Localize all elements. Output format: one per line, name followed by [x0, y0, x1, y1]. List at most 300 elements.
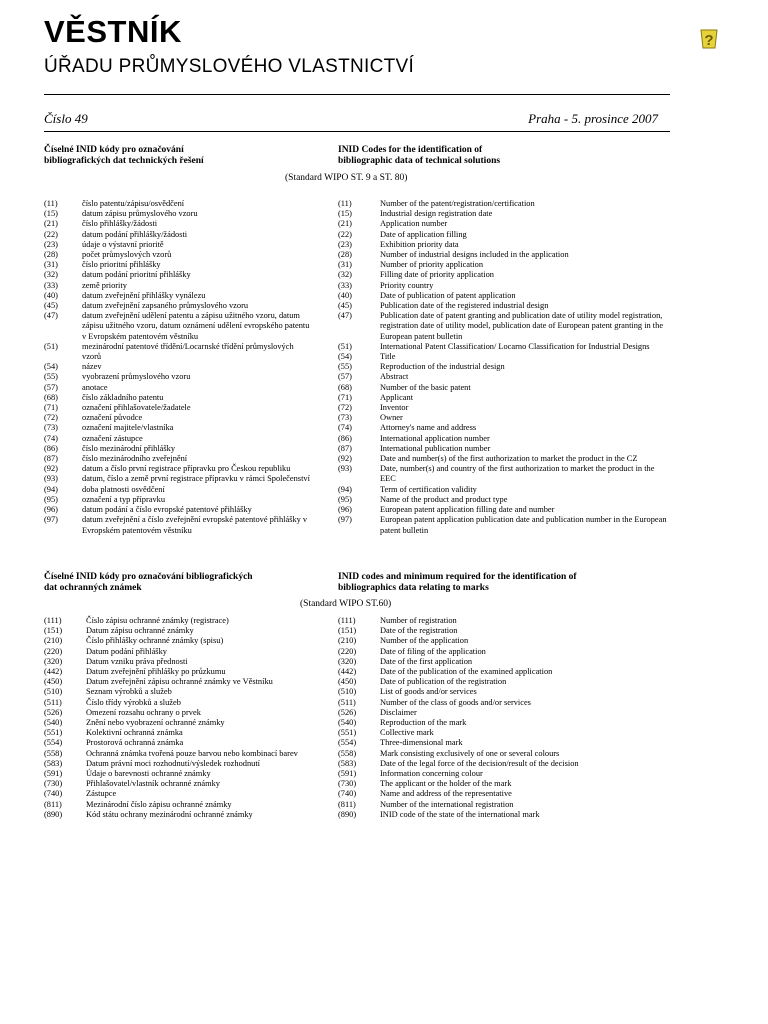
- inid-code: (15): [338, 209, 352, 219]
- inid-description: Reproduction of the industrial design: [380, 362, 505, 372]
- inid-code: (97): [44, 515, 58, 525]
- inid-code: (72): [44, 413, 58, 423]
- inid-description: Datum podání přihlášky: [86, 646, 167, 656]
- inid-code: (95): [338, 494, 352, 504]
- inid-description: datum podání prioritní přihlášky: [82, 270, 191, 280]
- inid-description: Date and number(s) of the first authorization to market the product in the CZ: [380, 454, 638, 464]
- inid-code: (442): [44, 667, 63, 677]
- inid-description: označení a typ přípravku: [82, 494, 166, 504]
- inid-description: Mezinárodní číslo zápisu ochranné známky: [86, 799, 232, 809]
- inid-code: (31): [338, 260, 352, 270]
- inid-description: Number of the basic patent: [380, 382, 471, 392]
- inid-code: (97): [338, 515, 352, 525]
- inid-code: (47): [44, 311, 58, 321]
- list-item: [338, 301, 668, 311]
- inid-code: (558): [44, 748, 63, 758]
- list-item: [338, 230, 668, 240]
- inid-description: Abstract: [380, 372, 409, 382]
- list-item: [44, 444, 314, 454]
- place-date: Praha - 5. prosince 2007: [528, 111, 658, 126]
- inid-description: Exhibition priority data: [380, 239, 459, 249]
- inid-code: (71): [44, 403, 58, 413]
- inid-description: Date of the first application: [380, 656, 473, 666]
- inid-code: (111): [338, 616, 356, 625]
- inid-description: číslo mezinárodního zveřejnění: [82, 454, 188, 464]
- inid-description: datum zveřejnění udělení patentu a zápisu užitného vzoru, datum zápisu užitného vzoru, datum oznámení udělení evropského patentu v Evropském patentovém věstníku: [82, 311, 310, 341]
- inid-description: Znění nebo vyobrazení ochranné známky: [86, 718, 225, 728]
- inid-code: (96): [44, 505, 58, 515]
- inid-description: Date of the registration: [380, 626, 458, 636]
- list-item: [338, 199, 668, 209]
- list-item: [44, 219, 314, 229]
- inid-description: European patent application publication date and publication number in the European patent bulletin: [380, 515, 667, 535]
- inid-code: (526): [338, 707, 357, 717]
- list-item: [44, 647, 314, 657]
- section2-heading-cs: Číselné INID kódy pro označování bibliografických dat ochranných známek: [44, 572, 253, 593]
- inid-description: Collective mark: [380, 728, 434, 738]
- inid-code: (40): [338, 290, 352, 300]
- inid-code: (450): [338, 677, 357, 687]
- inid-code: (730): [44, 779, 63, 789]
- inid-description: Kód státu ochrany mezinárodní ochranné známky: [86, 809, 253, 819]
- inid-description: Number of the application: [380, 636, 469, 646]
- inid-description: Číslo třídy výrobků a služeb: [86, 697, 181, 707]
- list-item: [338, 444, 668, 454]
- inid-description: doba platnosti osvědčení: [82, 484, 165, 494]
- list-item: [44, 474, 314, 484]
- inid-code: (95): [44, 494, 58, 504]
- inid-description: European patent application filling date and number: [380, 505, 555, 515]
- inid-description: Omezení rozsahu ochrany o prvek: [86, 707, 201, 717]
- inid-code: (511): [338, 697, 356, 707]
- list-item: [44, 413, 314, 423]
- inid-code: (890): [338, 809, 357, 819]
- list-item: [44, 485, 314, 495]
- inid-code: (22): [338, 229, 352, 239]
- list-item: [338, 342, 668, 352]
- inid-code: (92): [338, 454, 352, 464]
- inid-code: (94): [338, 484, 352, 494]
- list-item: [338, 454, 668, 464]
- list-item: [44, 616, 314, 626]
- inid-code: (86): [44, 443, 58, 453]
- svg-text:?: ?: [704, 32, 714, 49]
- list-item: [44, 759, 314, 769]
- inid-description: označení majitele/vlastníka: [82, 423, 174, 433]
- inid-code: (21): [338, 219, 352, 229]
- list-item: [338, 800, 668, 810]
- inid-description: anotace: [82, 382, 108, 392]
- list-item: [44, 260, 314, 270]
- list-item: [338, 240, 668, 250]
- section1-heading-en: INID Codes for the identification of bibliographic data of technical solutions: [338, 145, 501, 166]
- list-item: [44, 667, 314, 677]
- list-item: [338, 738, 668, 748]
- inid-description: Priority country: [380, 280, 434, 290]
- list-item: [338, 769, 668, 779]
- inid-description: Mark consisting exclusively of one or several colours: [380, 748, 560, 758]
- inid-code: (51): [338, 341, 352, 351]
- inid-description: datum a číslo první registrace přípravku pro Českou republiku: [82, 464, 291, 474]
- inid-code: (730): [338, 779, 357, 789]
- section2-list-en: [338, 616, 668, 820]
- inid-code: (220): [338, 646, 357, 656]
- list-item: [338, 250, 668, 260]
- inid-code: (320): [338, 656, 357, 666]
- list-item: [44, 342, 314, 362]
- inid-code: (68): [44, 392, 58, 402]
- inid-code: (93): [338, 464, 352, 474]
- inid-code: (54): [338, 352, 352, 362]
- section2-list-cs: [44, 616, 314, 820]
- inid-code: (510): [44, 687, 63, 697]
- inid-description: Číslo přihlášky ochranné známky (spisu): [86, 636, 224, 646]
- inid-description: Date of publication of patent application: [380, 290, 516, 300]
- inid-description: Three-dimensional mark: [380, 738, 463, 748]
- inid-description: Seznam výrobků a služeb: [86, 687, 172, 697]
- list-item: [338, 505, 668, 515]
- inid-code: (526): [44, 707, 63, 717]
- list-item: [44, 199, 314, 209]
- inid-code: (558): [338, 748, 357, 758]
- list-item: [44, 495, 314, 505]
- list-item: [44, 270, 314, 280]
- inid-code: (86): [338, 433, 352, 443]
- list-item: [338, 464, 668, 484]
- inid-code: (73): [338, 413, 352, 423]
- list-item: [338, 393, 668, 403]
- inid-description: datum, číslo a země první registrace přípravku v rámci Společenství: [82, 474, 310, 484]
- list-item: [44, 657, 314, 667]
- inid-description: Publication date of patent granting and publication date of utility model registration, registration date of utility model, publication date of European patent granting in the European patent bulletin: [380, 311, 664, 341]
- inid-code: (554): [338, 738, 357, 748]
- list-item: [44, 393, 314, 403]
- inid-description: Kolektivní ochranná známka: [86, 728, 183, 738]
- list-item: [338, 779, 668, 789]
- inid-description: Datum zveřejnění zápisu ochranné známky ve Věstníku: [86, 677, 273, 687]
- inid-description: Number of priority application: [380, 260, 484, 270]
- inid-code: (740): [44, 789, 63, 799]
- inid-code: (11): [44, 199, 58, 208]
- inid-code: (811): [44, 799, 62, 809]
- inid-code: (22): [44, 229, 58, 239]
- help-icon[interactable]: [698, 26, 720, 50]
- list-item: [44, 789, 314, 799]
- inid-code: (87): [44, 454, 58, 464]
- inid-description: The applicant or the holder of the mark: [380, 779, 512, 789]
- inid-description: Date of the publication of the examined application: [380, 667, 553, 677]
- list-item: [44, 749, 314, 759]
- list-item: [44, 718, 314, 728]
- inid-description: Publication date of the registered industrial design: [380, 301, 549, 311]
- inid-description: Filling date of priority application: [380, 270, 494, 280]
- inid-description: datum podání a číslo evropské patentové přihlášky: [82, 505, 252, 515]
- list-item: [338, 383, 668, 393]
- list-item: [338, 718, 668, 728]
- list-item: [44, 240, 314, 250]
- inid-description: datum zápisu průmyslového vzoru: [82, 209, 198, 219]
- inid-description: země priority: [82, 280, 127, 290]
- list-item: [44, 209, 314, 219]
- inid-code: (96): [338, 505, 352, 515]
- inid-code: (40): [44, 290, 58, 300]
- inid-description: název: [82, 362, 102, 372]
- inid-code: (511): [44, 697, 62, 707]
- inid-description: Datum vzniku práva přednosti: [86, 656, 188, 666]
- list-item: [338, 270, 668, 280]
- inid-code: (591): [338, 769, 357, 779]
- list-item: [338, 281, 668, 291]
- inid-description: Zástupce: [86, 789, 117, 799]
- inid-code: (68): [338, 382, 352, 392]
- inid-code: (740): [338, 789, 357, 799]
- list-item: [338, 413, 668, 423]
- inid-description: Application number: [380, 219, 448, 229]
- inid-code: (210): [338, 636, 357, 646]
- list-item: [44, 738, 314, 748]
- list-item: [338, 291, 668, 301]
- inid-code: (74): [338, 423, 352, 433]
- inid-description: Údaje o barevnosti ochranné známky: [86, 769, 211, 779]
- section1-standard: (Standard WIPO ST. 9 a ST. 80): [285, 173, 408, 183]
- inid-code: (28): [44, 250, 58, 260]
- inid-code: (54): [44, 362, 58, 372]
- list-item: [338, 260, 668, 270]
- inid-description: Prostorová ochranná známka: [86, 738, 184, 748]
- inid-code: (47): [338, 311, 352, 321]
- section1-list-cs: [44, 199, 314, 536]
- inid-code: (51): [44, 341, 58, 351]
- inid-description: Number of the international registration: [380, 799, 514, 809]
- inid-code: (23): [338, 239, 352, 249]
- inid-code: (811): [338, 799, 356, 809]
- inid-description: číslo patentu/zápisu/osvědčení: [82, 199, 185, 208]
- list-item: [338, 687, 668, 697]
- inid-code: (220): [44, 646, 63, 656]
- list-item: [338, 810, 668, 820]
- inid-description: číslo prioritní přihlášky: [82, 260, 161, 270]
- inid-code: (151): [338, 626, 357, 636]
- inid-description: Date of the legal force of the decision/result of the decision: [380, 758, 579, 768]
- inid-code: (510): [338, 687, 357, 697]
- list-item: [338, 311, 668, 342]
- list-item: [44, 291, 314, 301]
- inid-code: (71): [338, 392, 352, 402]
- list-item: [338, 647, 668, 657]
- inid-description: označení původce: [82, 413, 143, 423]
- inid-code: (583): [338, 758, 357, 768]
- inid-code: (32): [338, 270, 352, 280]
- list-item: [338, 728, 668, 738]
- section2-standard: (Standard WIPO ST.60): [300, 599, 392, 609]
- inid-description: Number of industrial designs included in the application: [380, 250, 569, 260]
- list-item: [338, 209, 668, 219]
- inid-code: (73): [44, 423, 58, 433]
- inid-description: International application number: [380, 433, 490, 443]
- inid-code: (92): [44, 464, 58, 474]
- inid-description: číslo přihlášky/žádosti: [82, 219, 158, 229]
- inid-description: datum zveřejnění a číslo zveřejnění evropské patentové přihlášky v Evropském patentovém věstníku: [82, 515, 308, 535]
- inid-code: (554): [44, 738, 63, 748]
- inid-description: Name and address of the representative: [380, 789, 512, 799]
- inid-description: Date of publication of the registration: [380, 677, 507, 687]
- inid-code: (32): [44, 270, 58, 280]
- inid-code: (94): [44, 484, 58, 494]
- list-item: [338, 677, 668, 687]
- inid-description: číslo základního patentu: [82, 392, 164, 402]
- inid-code: (151): [44, 626, 63, 636]
- inid-code: (33): [44, 280, 58, 290]
- inid-description: Information concerning colour: [380, 769, 483, 779]
- inid-code: (540): [338, 718, 357, 728]
- inid-code: (55): [44, 372, 58, 382]
- inid-description: Title: [380, 352, 396, 362]
- section1-heading-cs: Číselné INID kódy pro označování bibliografických dat technických řešení: [44, 145, 204, 166]
- inid-description: INID code of the state of the international mark: [380, 809, 540, 819]
- inid-description: List of goods and/or services: [380, 687, 477, 697]
- inid-code: (111): [44, 616, 62, 625]
- inid-code: (23): [44, 239, 58, 249]
- inid-description: Owner: [380, 413, 403, 423]
- list-item: [44, 515, 314, 535]
- inid-description: Disclaimer: [380, 707, 417, 717]
- page-subtitle: ÚŘADU PRŮMYSLOVÉHO VLASTNICTVÍ: [44, 56, 415, 77]
- inid-description: Date of application filling: [380, 229, 467, 239]
- inid-description: Ochranná známka tvořená pouze barvou nebo kombinací barev: [86, 748, 298, 758]
- inid-description: Industrial design registration date: [380, 209, 493, 219]
- inid-code: (31): [44, 260, 58, 270]
- list-item: [44, 311, 314, 342]
- inid-description: Term of certification validity: [380, 484, 477, 494]
- inid-code: (57): [338, 372, 352, 382]
- inid-description: Reproduction of the mark: [380, 718, 467, 728]
- list-item: [44, 423, 314, 433]
- list-item: [338, 636, 668, 646]
- inid-description: Date, number(s) and country of the first authorization to market the product in the EEC: [380, 464, 655, 484]
- list-item: [44, 464, 314, 474]
- section2-heading-en: INID codes and minimum required for the identification of bibliographics data relating to marks: [338, 572, 577, 593]
- list-item: [44, 362, 314, 372]
- inid-code: (33): [338, 280, 352, 290]
- inid-code: (57): [44, 382, 58, 392]
- list-item: [338, 423, 668, 433]
- list-item: [44, 230, 314, 240]
- inid-code: (551): [338, 728, 357, 738]
- list-item: [44, 810, 314, 820]
- inid-description: Applicant: [380, 392, 414, 402]
- inid-code: (320): [44, 656, 63, 666]
- inid-description: Name of the product and product type: [380, 494, 508, 504]
- inid-description: Number of registration: [380, 616, 457, 625]
- list-item: [338, 403, 668, 413]
- inid-description: Přihlašovatel/vlastník ochranné známky: [86, 779, 220, 789]
- page-title: VĚSTNÍK: [44, 14, 182, 49]
- list-item: [44, 383, 314, 393]
- list-item: [338, 667, 668, 677]
- inid-code: (450): [44, 677, 63, 687]
- inid-description: Datum zveřejnění přihlášky po průzkumu: [86, 667, 226, 677]
- list-item: [338, 515, 668, 535]
- list-item: [338, 362, 668, 372]
- list-item: [338, 759, 668, 769]
- list-item: [338, 789, 668, 799]
- header-divider-top: [44, 94, 670, 95]
- inid-description: údaje o výstavní prioritě: [82, 239, 164, 249]
- inid-description: mezinárodní patentové třídění/Locarnské třídění průmyslových vzorů: [82, 341, 294, 362]
- inid-code: (74): [44, 433, 58, 443]
- inid-description: označení zástupce: [82, 433, 143, 443]
- inid-description: Datum zápisu ochranné známky: [86, 626, 194, 636]
- inid-code: (72): [338, 403, 352, 413]
- inid-code: (21): [44, 219, 58, 229]
- list-item: [44, 698, 314, 708]
- list-item: [338, 372, 668, 382]
- list-item: [338, 698, 668, 708]
- list-item: [338, 616, 668, 626]
- list-item: [44, 281, 314, 291]
- list-item: [44, 800, 314, 810]
- list-item: [44, 372, 314, 382]
- list-item: [44, 403, 314, 413]
- inid-description: Inventor: [380, 403, 409, 413]
- header-divider-bottom: [44, 131, 670, 132]
- list-item: [44, 779, 314, 789]
- inid-code: (11): [338, 199, 352, 208]
- list-item: [44, 687, 314, 697]
- list-item: [338, 352, 668, 362]
- inid-code: (591): [44, 769, 63, 779]
- list-item: [338, 434, 668, 444]
- inid-description: číslo mezinárodní přihlášky: [82, 443, 176, 453]
- list-item: [338, 219, 668, 229]
- inid-description: Number of the class of goods and/or services: [380, 697, 531, 707]
- inid-code: (28): [338, 250, 352, 260]
- list-item: [44, 636, 314, 646]
- inid-description: datum zveřejnění zapsaného průmyslového vzoru: [82, 301, 249, 311]
- inid-code: (540): [44, 718, 63, 728]
- list-item: [44, 728, 314, 738]
- inid-code: (551): [44, 728, 63, 738]
- list-item: [44, 505, 314, 515]
- inid-code: (15): [44, 209, 58, 219]
- inid-description: vyobrazení průmyslového vzoru: [82, 372, 191, 382]
- list-item: [44, 250, 314, 260]
- list-item: [44, 434, 314, 444]
- inid-code: (210): [44, 636, 63, 646]
- list-item: [338, 495, 668, 505]
- list-item: [44, 301, 314, 311]
- list-item: [338, 485, 668, 495]
- list-item: [44, 708, 314, 718]
- inid-description: Attorney's name and address: [380, 423, 477, 433]
- list-item: [338, 708, 668, 718]
- inid-description: Datum právní moci rozhodnutí/výsledek rozhodnutí: [86, 758, 260, 768]
- inid-code: (45): [44, 301, 58, 311]
- inid-description: Number of the patent/registration/certification: [380, 199, 535, 208]
- inid-description: International Patent Classification/ Locarno Classification for Industrial Designs: [380, 341, 650, 351]
- issue-number: Číslo 49: [44, 111, 88, 126]
- list-item: [338, 749, 668, 759]
- inid-code: (583): [44, 758, 63, 768]
- inid-description: International publication number: [380, 443, 491, 453]
- inid-description: datum podání přihlášky/žádosti: [82, 229, 188, 239]
- inid-description: počet průmyslových vzorů: [82, 250, 172, 260]
- inid-description: Date of filing of the application: [380, 646, 486, 656]
- list-item: [338, 657, 668, 667]
- section1-list-en: [338, 199, 668, 536]
- list-item: [44, 677, 314, 687]
- inid-code: (442): [338, 667, 357, 677]
